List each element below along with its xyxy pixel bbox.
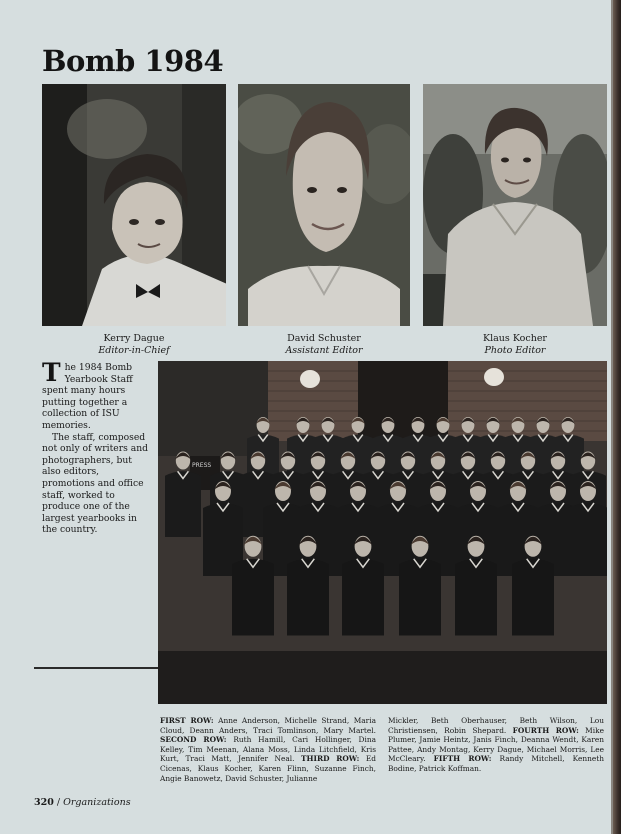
press-sign: PRESS [192, 462, 212, 469]
row-label-second: SECOND ROW: [160, 735, 227, 745]
editor-role: Assistant Editor [285, 345, 363, 356]
page-folio [34, 797, 131, 808]
caption-photo-editor [423, 333, 607, 357]
intro-paragraph-2: The staff, composed not only of writers and photographers, but also editors, promotions and office staff, worked to produce one of the largest yearbooks in the country. [42, 431, 149, 536]
editor-role: Photo Editor [484, 345, 546, 356]
row-label-fourth: FOURTH ROW: [512, 725, 579, 735]
editor-name: Kerry Dague [103, 333, 165, 344]
divider-rule [34, 667, 158, 669]
page-title: Bomb 1984 [42, 44, 224, 78]
row-names-first: Anne Anderson, Michelle Strand, Maria Cloud, Deann Anders, Traci Tomlinson, Mary Martel. [160, 716, 376, 735]
page-number: 320 [34, 797, 54, 808]
row-label-third: THIRD ROW: [301, 754, 360, 764]
editor-name: David Schuster [287, 333, 361, 344]
portrait-editor-in-chief [42, 84, 226, 326]
drop-cap: T [42, 358, 61, 387]
intro-paragraph-1-text: he 1984 Bomb Yearbook Staff spent many hours putting together a collection of ISU memories. [42, 362, 133, 431]
row-names-fifth: Randy Mitchell, Kenneth Bodine, Patrick Koffman. [388, 754, 604, 773]
section-name: Organizations [63, 797, 131, 808]
row-names-second: Ruth Hamill, Cari Hollinger, Dina Kelley, Tim Meenan, Alana Moss, Linda Litchfield, Kris Kurt, Traci Matt, Jennifer Neal. [160, 735, 377, 764]
portrait-photo-editor [423, 84, 607, 326]
folio-separator: / [53, 797, 64, 808]
portrait-assistant-editor [238, 84, 410, 326]
row-names-fourth: Mike Plumer, Jamie Heintz, Janis Finch, Deanna Wendt, Karen Pattee, Andy Montag, Kerry Dague, Michael Morris, Lee McCleary. [388, 725, 604, 764]
row-label-first: FIRST ROW: [160, 716, 214, 725]
caption-editor-in-chief [42, 333, 226, 357]
caption-assistant-editor [238, 333, 410, 357]
editor-role: Editor-in-Chief [98, 345, 170, 356]
row-names-third: Ed Cicenas, Klaus Kocher, Karen Flinn, Suzanne Finch, Angie Banowetz, David Schuster, Julianne [160, 754, 376, 783]
row-names-third-cont: Mickler, Beth Oberhauser, Beth Wilson, Lou Christiensen, Robin Shepard. [388, 716, 604, 735]
staff-group-photo [158, 361, 607, 704]
book-spine [613, 0, 621, 834]
intro-text [42, 358, 150, 536]
row-listing-right [388, 716, 604, 774]
editor-name: Klaus Kocher [483, 333, 547, 344]
intro-paragraph-1 [42, 358, 150, 432]
row-listing-left [160, 716, 376, 783]
row-label-fifth: FIFTH ROW: [433, 754, 492, 764]
